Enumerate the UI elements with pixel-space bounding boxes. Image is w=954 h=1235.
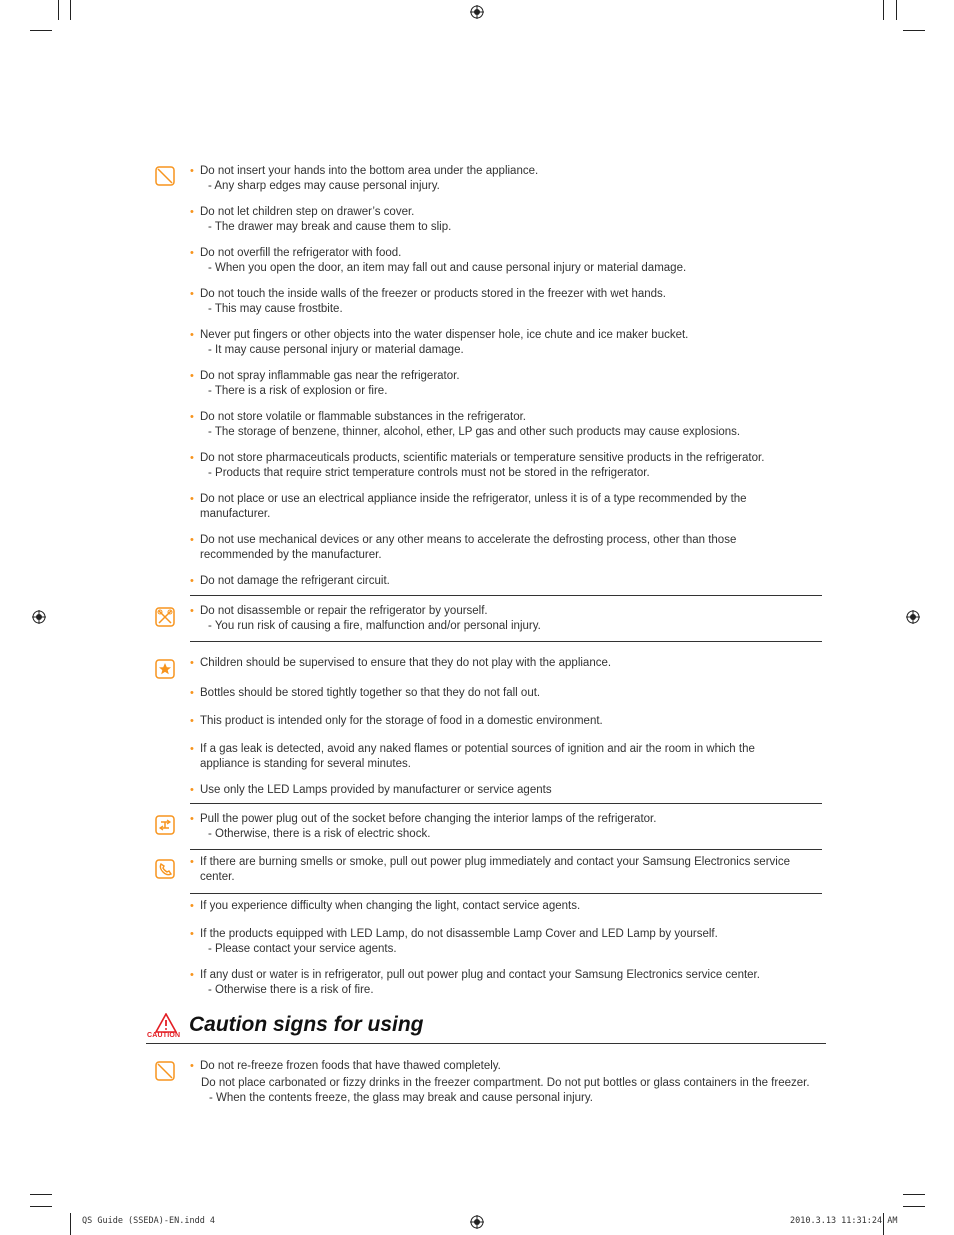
bullet-icon: •: [190, 534, 194, 546]
section-important: [190, 656, 822, 798]
crop-mark: [903, 30, 925, 31]
bullet-icon: •: [190, 165, 194, 177]
page-heading: Caution signs for using: [189, 1013, 424, 1036]
crop-mark: [58, 0, 59, 20]
bullet-icon: •: [190, 575, 194, 587]
list-item: • Do not spray inflammable gas near the refrigerator. - There is a risk of explosion or fire.: [190, 370, 460, 397]
bullet-icon: •: [190, 370, 194, 382]
divider: [190, 849, 822, 850]
bullet-icon: •: [190, 605, 194, 617]
star-icon: [155, 659, 175, 679]
crop-mark: [70, 0, 71, 20]
list-item: • Do not touch the inside walls of the freezer or products stored in the freezer with wet hands. - This may cause frostbite.: [190, 288, 666, 315]
list-item: • Do not place or use an electrical appliance inside the refrigerator, unless it is of a type recommended by the manufacturer.: [190, 493, 747, 520]
list-item: • Do not insert your hands into the bottom area under the appliance. - Any sharp edges may cause personal injury.: [190, 165, 539, 192]
bullet-icon: •: [190, 900, 194, 912]
crop-mark: [30, 30, 52, 31]
list-item: • Never put fingers or other objects into the water dispenser hole, ice chute and ice maker bucket. - It may cause personal injury or material damage.: [190, 329, 689, 356]
list-item: • If any dust or water is in refrigerator, pull out power plug and contact your Samsung Electronics service center. - Otherwise there is a risk of fire.: [190, 969, 760, 996]
section-service: [190, 899, 822, 998]
caution-triangle-icon: [155, 1013, 177, 1033]
bullet-icon: •: [190, 969, 194, 981]
crop-mark: [903, 1194, 925, 1195]
prohibited-icon: [155, 166, 175, 186]
crop-mark: [30, 1194, 52, 1195]
bullet-icon: •: [190, 329, 194, 341]
list-item: • Pull the power plug out of the socket before changing the interior lamps of the refrigerator. - Otherwise, there is a risk of electric shock.: [190, 813, 657, 840]
list-item: • Do not let children step on drawer’s cover. - The drawer may break and cause them to slip.: [190, 206, 452, 233]
phone-icon: [155, 859, 175, 879]
list-item: • If you experience difficulty when changing the light, contact service agents.: [190, 900, 581, 912]
list-item-continuation: Do not place carbonated or fizzy drinks in the freezer compartment. Do not put bottles or glass containers in the freezer.: [201, 1077, 810, 1089]
caution-badge: CAUTION: [147, 1032, 181, 1039]
list-item: • Do not disassemble or repair the refrigerator by yourself. - You run risk of causing a fire, malfunction and/or personal injury.: [190, 605, 541, 632]
bullet-icon: •: [190, 784, 194, 796]
bullet-icon: •: [190, 452, 194, 464]
heading-underline: [146, 1043, 826, 1044]
list-item: • Do not use mechanical devices or any other means to accelerate the defrosting process, other than those recommended by the manufacturer.: [190, 534, 737, 561]
list-item: • This product is intended only for the storage of food in a domestic environment.: [190, 715, 603, 727]
divider: [190, 641, 822, 642]
list-item: • Do not overfill the refrigerator with food. - When you open the door, an item may fall out and cause personal injury or material damage.: [190, 247, 687, 274]
crop-mark: [896, 0, 897, 20]
section-contact: [190, 855, 822, 885]
bullet-icon: •: [190, 411, 194, 423]
bullet-icon: •: [190, 247, 194, 259]
plug-icon: [155, 815, 175, 835]
crop-mark: [70, 1213, 71, 1235]
list-item: • If the products equipped with LED Lamp, do not disassemble Lamp Cover and LED Lamp by yourself. - Please contact your service agents.: [190, 928, 718, 955]
list-item: • Do not re-freeze frozen foods that have thawed completely.: [190, 1060, 501, 1072]
divider: [190, 803, 822, 804]
list-item: • Do not damage the refrigerant circuit.: [190, 575, 390, 587]
list-item: • Bottles should be stored tightly together so that they do not fall out.: [190, 687, 541, 699]
bullet-icon: •: [190, 288, 194, 300]
registration-mark-icon: [470, 1215, 484, 1229]
bullet-icon: •: [190, 1060, 194, 1072]
bullet-icon: •: [190, 687, 194, 699]
crop-mark: [30, 1206, 52, 1207]
bullet-icon: •: [190, 928, 194, 940]
bullet-icon: •: [190, 657, 194, 669]
footer-timestamp: 2010.3.13 11:31:24 AM: [790, 1216, 898, 1226]
bullet-icon: •: [190, 813, 194, 825]
registration-mark-icon: [470, 5, 484, 19]
list-item: • Children should be supervised to ensure that they do not play with the appliance.: [190, 657, 612, 669]
divider: [190, 595, 822, 596]
list-item: • Do not store pharmaceuticals products, scientific materials or temperature sensitive products in the refrigerator. - Products that require strict temperature controls must not be stored in the refrigerator.: [190, 452, 765, 479]
list-item-sub: - When the contents freeze, the glass may break and cause personal injury.: [209, 1092, 593, 1104]
section-caution: [190, 1059, 822, 1106]
section-unplug: [190, 812, 822, 842]
list-item: • Do not store volatile or flammable substances in the refrigerator. - The storage of benzene, thinner, alcohol, ether, LP gas and other such products may cause explosions.: [190, 411, 741, 438]
list-item: • Use only the LED Lamps provided by manufacturer or service agents: [190, 784, 552, 796]
prohibited-icon: [155, 1061, 175, 1081]
section-disassemble: [190, 604, 822, 634]
list-item: • If a gas leak is detected, avoid any naked flames or potential sources of ignition and air the room in which the appliance is standing for several minutes.: [190, 743, 755, 770]
bullet-icon: •: [190, 715, 194, 727]
section-prohibited: [190, 164, 822, 589]
tools-icon: [155, 607, 175, 627]
footer-file-info: QS Guide (SSEDA)-EN.indd 4: [82, 1216, 216, 1226]
bullet-icon: •: [190, 493, 194, 505]
registration-mark-icon: [32, 610, 46, 624]
crop-mark: [903, 1206, 925, 1207]
list-item: • If there are burning smells or smoke, pull out power plug immediately and contact your Samsung Electronics service center.: [190, 856, 790, 883]
bullet-icon: •: [190, 856, 194, 868]
registration-mark-icon: [906, 610, 920, 624]
bullet-icon: •: [190, 206, 194, 218]
crop-mark: [883, 0, 884, 20]
bullet-icon: •: [190, 743, 194, 755]
divider: [190, 893, 822, 894]
